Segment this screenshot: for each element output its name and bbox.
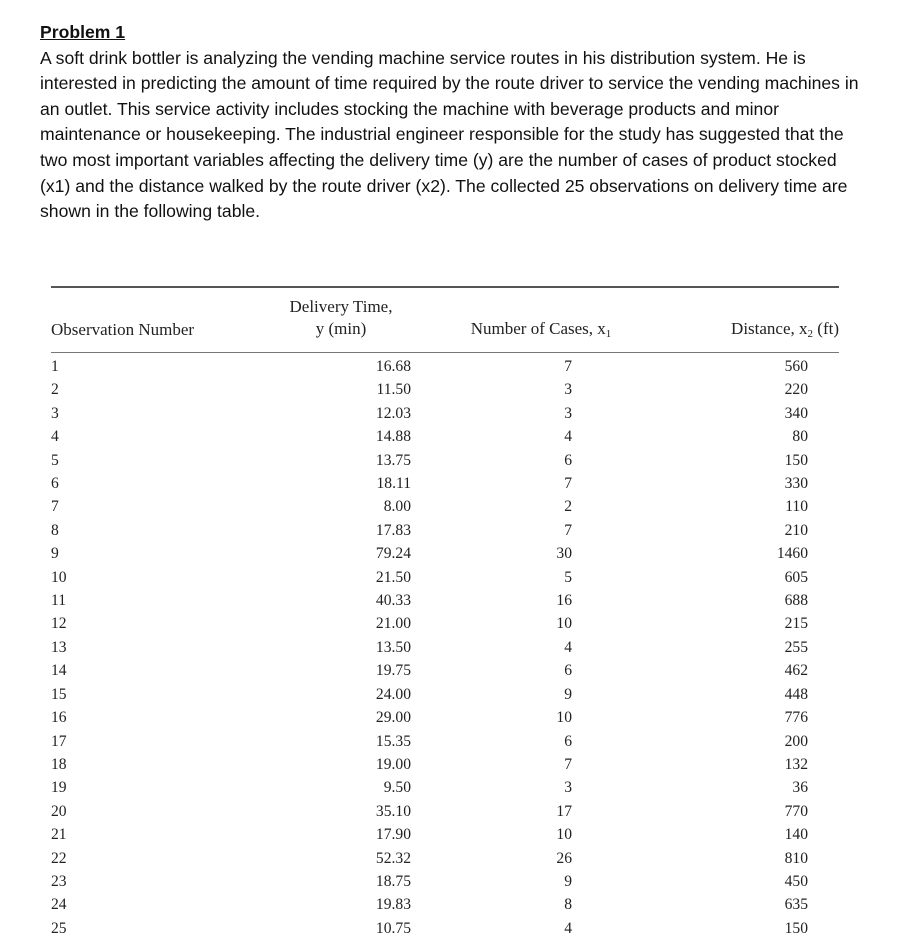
cell-distance: [651, 683, 839, 706]
cell-delivery-time-value: 21.00: [375, 615, 411, 633]
cell-delivery-time-value: 12.03: [375, 404, 411, 422]
cell-cases: [431, 847, 651, 870]
cell-distance: [651, 636, 839, 659]
cell-distance: [651, 753, 839, 776]
cell-cases-value: 6: [564, 451, 572, 469]
table-row: [51, 847, 839, 870]
header-distance-subscript: 2: [807, 328, 814, 340]
cell-cases: [431, 753, 651, 776]
cell-delivery-time: [251, 472, 431, 495]
cell-delivery-time-value: 11.50: [376, 381, 411, 399]
cell-delivery-time-value: 19.75: [375, 662, 411, 680]
cell-observation: 17: [51, 732, 67, 750]
cell-delivery-time-value: 18.75: [375, 872, 411, 890]
cell-delivery-time-value: 19.00: [375, 755, 411, 773]
cell-delivery-time: [251, 917, 431, 940]
cell-delivery-time-value: 19.83: [375, 896, 411, 914]
cell-cases: [431, 519, 651, 542]
cell-distance: [651, 612, 839, 635]
cell-distance: [651, 449, 839, 472]
cell-distance: [651, 706, 839, 729]
cell-observation: 9: [51, 545, 59, 563]
cell-distance-value: 150: [784, 919, 808, 937]
cell-cases: [431, 589, 651, 612]
cell-distance-value: 150: [784, 451, 808, 469]
cell-distance: [651, 495, 839, 518]
cell-observation: 8: [51, 521, 59, 539]
cell-delivery-time-value: 14.88: [375, 428, 411, 446]
cell-distance: [651, 589, 839, 612]
cell-distance: [651, 730, 839, 753]
cell-distance: [651, 800, 839, 823]
table-row: [51, 893, 839, 916]
cell-observation: 3: [51, 404, 59, 422]
cell-delivery-time-value: 24.00: [375, 685, 411, 703]
cell-cases-value: 4: [564, 428, 572, 446]
cell-delivery-time: [251, 566, 431, 589]
table-header: [51, 292, 839, 340]
cell-observation: 20: [51, 802, 67, 820]
cell-distance-value: 140: [784, 826, 808, 844]
cell-delivery-time-value: 18.11: [376, 475, 411, 493]
table-row: [51, 823, 839, 846]
table-row: [51, 730, 839, 753]
cell-delivery-time: [251, 589, 431, 612]
table-row: [51, 589, 839, 612]
cell-cases-value: 4: [564, 638, 572, 656]
cell-delivery-time-value: 79.24: [375, 545, 411, 563]
cell-distance: [651, 893, 839, 916]
cell-observation: 15: [51, 685, 67, 703]
cell-delivery-time: [251, 612, 431, 635]
table-row: [51, 449, 839, 472]
cell-distance: [651, 355, 839, 378]
cell-cases: [431, 659, 651, 682]
cell-observation: 2: [51, 381, 59, 399]
table-row: [51, 636, 839, 659]
cell-cases: [431, 893, 651, 916]
table-row: [51, 519, 839, 542]
table-header-rule: [51, 352, 839, 353]
header-observation: Observation Number: [51, 320, 195, 339]
header-cases-subscript: 1: [605, 328, 612, 340]
cell-cases: [431, 472, 651, 495]
header-distance: [651, 292, 839, 340]
cell-distance: [651, 870, 839, 893]
cell-distance: [651, 566, 839, 589]
cell-distance-value: 1460: [776, 545, 808, 563]
table-row: [51, 402, 839, 425]
cell-cases-value: 7: [564, 358, 572, 375]
table-row: [51, 870, 839, 893]
cell-observation: 6: [51, 475, 59, 493]
problem-text: A soft drink bottler is analyzing the vending machine service routes in his distribution system. He is interested in predicting the amount of time required by the route driver to service the vending machines in an outlet. This service activity includes stocking the machine with beverage products and minor maintenance or housekeeping. The industrial engineer responsible for the study has suggested that the two most important variables affecting the delivery time (y) are the number of cases of product stocked (x1) and the distance walked by the route driver (x2). The collected 25 observations on delivery time are shown in the following table.: [40, 47, 859, 222]
cell-cases-value: 10: [556, 826, 572, 844]
cell-cases-value: 3: [564, 381, 572, 399]
cell-delivery-time: [251, 776, 431, 799]
cell-observation: 18: [51, 755, 67, 773]
table-row: [51, 495, 839, 518]
cell-observation: 19: [51, 779, 67, 797]
cell-cases: [431, 355, 651, 378]
cell-observation: 24: [51, 896, 67, 914]
table-row: [51, 706, 839, 729]
cell-observation: 7: [51, 498, 59, 516]
cell-observation: 23: [51, 872, 67, 890]
cell-distance-value: 448: [784, 685, 808, 703]
cell-distance-value: 810: [784, 849, 808, 867]
cell-delivery-time: [251, 870, 431, 893]
cell-cases-value: 6: [564, 732, 572, 750]
cell-cases-value: 30: [556, 545, 572, 563]
cell-distance-value: 255: [784, 638, 808, 656]
cell-cases-value: 6: [564, 662, 572, 680]
cell-delivery-time-value: 13.75: [375, 451, 411, 469]
cell-delivery-time-value: 52.32: [375, 849, 411, 867]
header-distance-label: Distance, x: [731, 319, 808, 338]
cell-distance-value: 200: [784, 732, 808, 750]
cell-distance-value: 560: [784, 358, 808, 375]
cell-distance-value: 110: [785, 498, 808, 516]
cell-observation: 14: [51, 662, 67, 680]
cell-delivery-time-value: 13.50: [375, 638, 411, 656]
table-row: [51, 566, 839, 589]
cell-distance: [651, 542, 839, 565]
cell-distance: [651, 917, 839, 940]
cell-delivery-time-value: 29.00: [375, 709, 411, 727]
cell-cases: [431, 542, 651, 565]
cell-delivery-time-value: 9.50: [383, 779, 411, 797]
cell-cases: [431, 776, 651, 799]
cell-cases-value: 16: [556, 592, 572, 610]
cell-distance: [651, 659, 839, 682]
cell-distance-value: 688: [784, 592, 808, 610]
cell-cases-value: 17: [556, 802, 572, 820]
cell-distance-value: 132: [784, 755, 808, 773]
table-row: [51, 753, 839, 776]
cell-delivery-time-value: 15.35: [375, 732, 411, 750]
cell-delivery-time: [251, 893, 431, 916]
cell-cases: [431, 566, 651, 589]
cell-cases: [431, 683, 651, 706]
cell-delivery-time: [251, 847, 431, 870]
cell-cases-value: 26: [556, 849, 572, 867]
cell-distance-value: 215: [784, 615, 808, 633]
header-cases: [431, 292, 651, 340]
cell-distance: [651, 776, 839, 799]
cell-cases: [431, 730, 651, 753]
cell-cases-value: 7: [564, 475, 572, 493]
cell-delivery-time: [251, 706, 431, 729]
table-row: [51, 776, 839, 799]
cell-distance: [651, 472, 839, 495]
cell-delivery-time: [251, 636, 431, 659]
cell-cases-value: 9: [564, 872, 572, 890]
cell-delivery-time-value: 21.50: [375, 568, 411, 586]
header-cases-label: Number of Cases, x: [470, 319, 606, 338]
cell-cases-value: 10: [556, 709, 572, 727]
cell-cases: [431, 425, 651, 448]
cell-observation: 1: [51, 358, 59, 375]
cell-distance-value: 220: [784, 381, 808, 399]
cell-cases: [431, 449, 651, 472]
cell-distance: [651, 425, 839, 448]
cell-cases-value: 5: [564, 568, 572, 586]
header-delivery-line2: y (min): [315, 319, 367, 338]
cell-cases: [431, 823, 651, 846]
table-row: [51, 542, 839, 565]
cell-cases: [431, 800, 651, 823]
cell-distance: [651, 378, 839, 401]
cell-cases: [431, 612, 651, 635]
cell-delivery-time-value: 17.83: [375, 521, 411, 539]
cell-distance-value: 80: [792, 428, 808, 446]
cell-delivery-time: [251, 449, 431, 472]
cell-cases: [431, 706, 651, 729]
cell-distance-value: 776: [784, 709, 808, 727]
cell-distance: [651, 823, 839, 846]
cell-cases-value: 10: [556, 615, 572, 633]
cell-observation: 25: [51, 919, 67, 937]
cell-observation: 10: [51, 568, 67, 586]
cell-distance-value: 340: [784, 404, 808, 422]
cell-delivery-time: [251, 753, 431, 776]
cell-delivery-time: [251, 659, 431, 682]
cell-observation: 16: [51, 709, 67, 727]
cell-cases: [431, 917, 651, 940]
cell-delivery-time: [251, 683, 431, 706]
table-row: [51, 355, 839, 378]
cell-delivery-time: [251, 495, 431, 518]
table-row: [51, 425, 839, 448]
cell-observation: 5: [51, 451, 59, 469]
cell-cases-value: 4: [564, 919, 572, 937]
table-top-rule: [51, 286, 839, 288]
cell-delivery-time-value: 16.68: [375, 358, 411, 375]
cell-distance-value: 770: [784, 802, 808, 820]
cell-observation: 21: [51, 826, 67, 844]
cell-delivery-time: [251, 800, 431, 823]
header-delivery-line1: Delivery Time,: [289, 297, 393, 316]
cell-delivery-time-value: 17.90: [375, 826, 411, 844]
table-row: [51, 472, 839, 495]
cell-distance-value: 330: [784, 475, 808, 493]
table-row: [51, 917, 839, 940]
cell-delivery-time-value: 10.75: [375, 919, 411, 937]
cell-distance-value: 210: [784, 521, 808, 539]
table-row: [51, 659, 839, 682]
cell-distance-value: 462: [784, 662, 808, 680]
cell-distance: [651, 402, 839, 425]
table-row: [51, 800, 839, 823]
header-distance-unit: (ft): [813, 319, 839, 338]
cell-distance-value: 450: [784, 872, 808, 890]
table-body: [51, 355, 839, 940]
cell-distance-value: 605: [784, 568, 808, 586]
cell-cases-value: 7: [564, 521, 572, 539]
problem-title: Problem 1: [40, 22, 126, 42]
cell-cases: [431, 402, 651, 425]
cell-delivery-time: [251, 730, 431, 753]
cell-delivery-time: [251, 823, 431, 846]
header-delivery-time: [251, 292, 431, 340]
cell-observation: 4: [51, 428, 59, 446]
cell-cases: [431, 378, 651, 401]
cell-delivery-time: [251, 542, 431, 565]
cell-observation: 22: [51, 849, 67, 867]
cell-delivery-time: [251, 519, 431, 542]
cell-distance: [651, 519, 839, 542]
problem-statement: [40, 20, 860, 225]
cell-cases-value: 8: [564, 896, 572, 914]
cell-observation: 12: [51, 615, 67, 633]
cell-cases-value: 3: [564, 779, 572, 797]
table-row: [51, 612, 839, 635]
cell-cases-value: 9: [564, 685, 572, 703]
cell-delivery-time-value: 40.33: [375, 592, 411, 610]
cell-cases-value: 7: [564, 755, 572, 773]
cell-cases: [431, 636, 651, 659]
cell-delivery-time: [251, 425, 431, 448]
table-row: [51, 683, 839, 706]
cell-distance-value: 635: [784, 896, 808, 914]
cell-cases-value: 3: [564, 404, 572, 422]
cell-delivery-time: [251, 402, 431, 425]
cell-distance: [651, 847, 839, 870]
cell-delivery-time: [251, 378, 431, 401]
cell-delivery-time-value: 35.10: [375, 802, 411, 820]
cell-delivery-time: [251, 355, 431, 378]
cell-observation: 13: [51, 638, 67, 656]
cell-cases-value: 2: [564, 498, 572, 516]
table-row: [51, 378, 839, 401]
cell-observation: 11: [51, 592, 67, 610]
cell-distance-value: 36: [792, 779, 808, 797]
cell-cases: [431, 870, 651, 893]
cell-delivery-time-value: 8.00: [383, 498, 411, 516]
cell-cases: [431, 495, 651, 518]
